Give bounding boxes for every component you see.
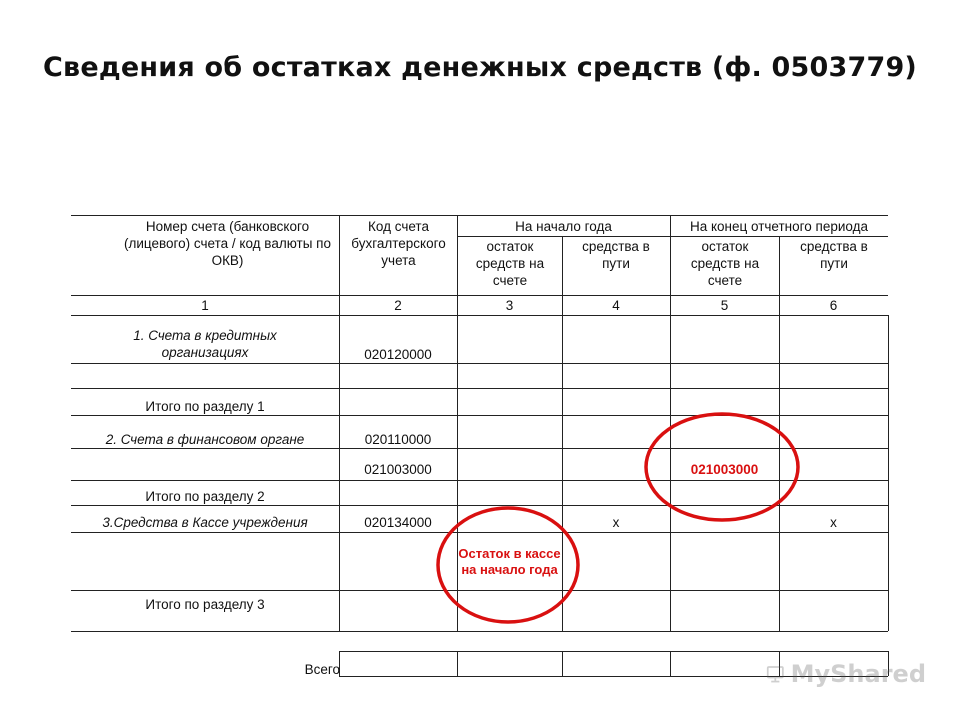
- header-account-number-label: Номер счета (банковского (лицевого) счета / код валюты по ОКВ): [124, 219, 331, 268]
- header-end-of-period-label: На конец отчетного периода: [689, 219, 868, 234]
- row-credit-orgs-code: 020120000: [364, 346, 432, 362]
- row-cash-desk-label: 3.Средства в Кассе учреждения: [102, 514, 308, 530]
- grand-total-label: Всего: [304, 661, 340, 677]
- column-number-4: 4: [612, 298, 620, 313]
- column-number-5: 5: [720, 298, 729, 313]
- header-balance-end: [676, 238, 774, 294]
- row-cash-desk-x-col6: х: [830, 514, 837, 530]
- subtotal-section-1: Итого по разделу 1: [145, 398, 265, 414]
- header-end-of-period: [670, 217, 888, 236]
- row-cash-desk-x-col4: х: [612, 514, 620, 530]
- presentation-screen-icon: [766, 658, 785, 690]
- row-finance-body-code: 020110000: [364, 431, 432, 447]
- header-balance-start: [462, 238, 558, 294]
- header-balance-start-label: остаток средств на счете: [475, 239, 545, 288]
- column-number-3: 3: [505, 298, 514, 313]
- header-account-code-label: Код счета бухгалтерского учета: [351, 219, 446, 268]
- header-transit-start-label: средства в пути: [582, 239, 650, 271]
- column-number-6: 6: [829, 298, 838, 313]
- header-transit-end-label: средства в пути: [800, 239, 868, 271]
- row-finance-body-label: 2. Счета в финансовом органе: [105, 431, 305, 447]
- header-start-of-year-label: На начало года: [515, 219, 612, 234]
- column-number-2: 2: [394, 298, 402, 313]
- watermark-text: MyShared: [790, 660, 926, 688]
- header-start-of-year: [457, 217, 670, 236]
- header-balance-end-label: остаток средств на счете: [690, 239, 760, 288]
- row-finance-extra-highlight: 021003000: [690, 461, 759, 477]
- row-cash-desk-code: 020134000: [364, 514, 432, 530]
- subtotal-section-2: Итого по разделу 2: [145, 488, 265, 504]
- header-transit-start: [570, 238, 662, 294]
- header-transit-end: [792, 238, 876, 294]
- row-finance-extra-code: 021003000: [364, 461, 432, 477]
- cash-start-balance-note: Остаток в кассе на начало года: [458, 546, 561, 577]
- row-credit-orgs-label: 1. Счета в кредитных организациях: [133, 328, 277, 360]
- subtotal-section-3: Итого по разделу 3: [145, 596, 265, 612]
- myshared-watermark: [766, 656, 926, 692]
- page-title: Сведения об остатках денежных средств (ф. 0503779): [43, 52, 917, 83]
- column-number-1: 1: [201, 298, 209, 313]
- header-account-code: [340, 218, 457, 294]
- header-account-number: [115, 218, 340, 294]
